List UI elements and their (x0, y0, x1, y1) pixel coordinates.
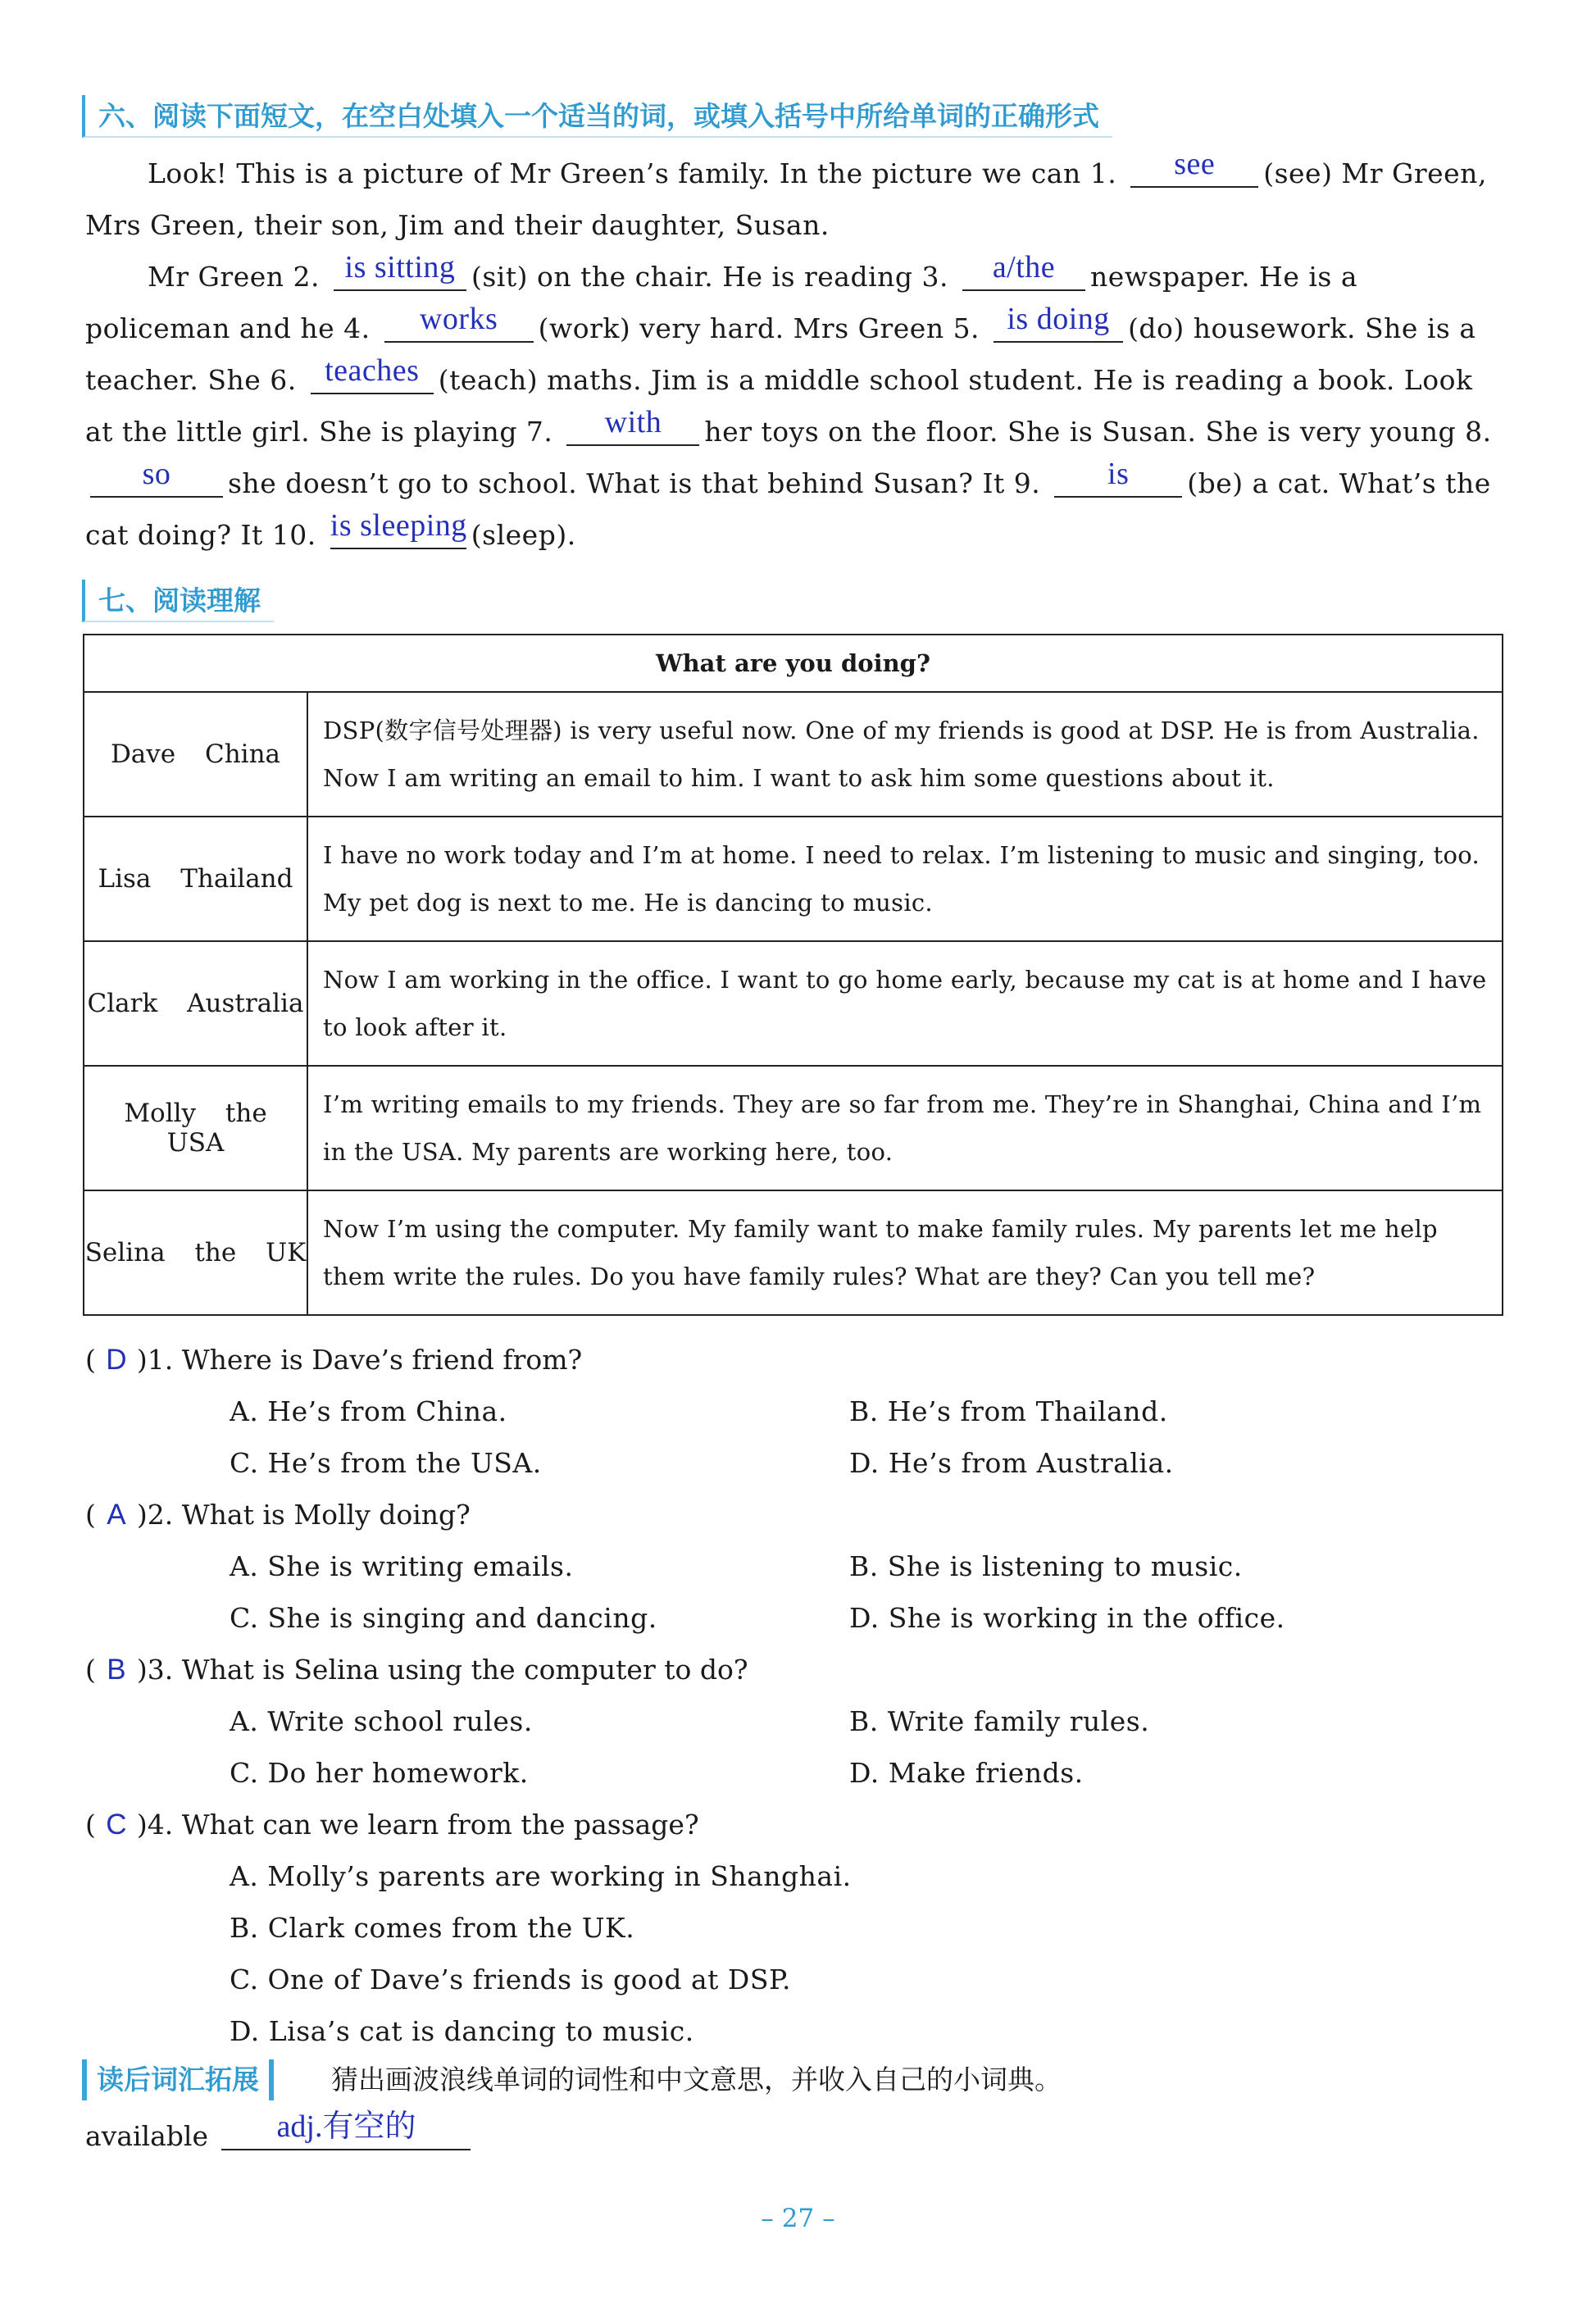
option-c[interactable]: C. He’s from the USA. (230, 1447, 542, 1479)
option-c[interactable]: C. One of Dave’s friends is good at DSP. (230, 1964, 791, 1995)
blank-3[interactable]: a/the (962, 253, 1085, 291)
person-cell: Molly the USA (84, 1066, 307, 1190)
vocab-extension-label: 读后词汇拓展 (82, 2059, 274, 2100)
option-b[interactable]: B. Write family rules. (849, 1705, 1150, 1737)
answer-choice-2[interactable]: A (107, 1499, 126, 1531)
cloze-paragraph-1: Look! This is a picture of Mr Green’s family. In the picture we can 1. see (see) Mr Green, Mrs Green, their son, Jim and their daughter, Susan. (85, 147, 1487, 241)
blank-10[interactable]: is sleeping (330, 512, 466, 549)
vocab-extension-instruction: 猜出画波浪线单词的词性和中文意思，并收入自己的小词典。 (331, 2064, 1062, 2096)
option-d[interactable]: D. He’s from Australia. (849, 1447, 1174, 1479)
question-stem: What is Molly doing? (181, 1499, 471, 1531)
option-d[interactable]: D. Make friends. (849, 1757, 1084, 1789)
text-cell: I’m writing emails to my friends. They are so far from me. They’re in Shanghai, China and I’m in the USA. My parents are working here, too. (307, 1066, 1503, 1190)
option-d[interactable]: D. She is working in the office. (849, 1602, 1285, 1634)
section-7-title: 七、阅读理解 (82, 580, 274, 622)
vocab-answer: adj.有空的 (276, 2109, 416, 2144)
question-stem: What is Selina using the computer to do? (181, 1654, 748, 1686)
option-a[interactable]: A. Molly’s parents are working in Shanghai. (230, 1860, 852, 1892)
reading-table (83, 634, 1503, 1316)
text-cell: Now I’m using the computer. My family want to make family rules. My parents let me help them write the rules. Do you have family rules? What are they? Can you tell me? (307, 1190, 1503, 1315)
question-1: ( D )1. Where is Dave’s friend from? (85, 1335, 582, 1386)
option-a[interactable]: A. He’s from China. (230, 1395, 507, 1427)
blank-1[interactable] (1130, 147, 1258, 188)
option-b[interactable]: B. He’s from Thailand. (849, 1395, 1168, 1427)
blank-2[interactable]: is sitting (334, 253, 466, 291)
question-4: ( C )4. What can we learn from the passage? (85, 1800, 699, 1850)
cloze-paragraph-2: Mr Green 2. is sitting (sit) on the chair. He is reading 3. a/the newspaper. He is a policeman and he 4. works (work) very hard. Mrs Green 5. is doing (do) housework. She is a teacher. She 6. teaches (teach) maths. Jim is a middle school student. He is reading a book. Look at the little girl. She is playing 7. with her toys on the floor. She is Susan. She is very young 8. so she doesn’t go to school. What is that behind Susan? It 9. is (be) a cat. What’s the cat doing? It 10. is sleeping (sleep). (85, 250, 1492, 551)
option-a[interactable]: A. Write school rules. (230, 1705, 533, 1737)
answer-choice-3[interactable]: B (107, 1654, 126, 1686)
person-cell: Clark Australia (84, 941, 307, 1066)
text-cell: Now I am working in the office. I want to go home early, because my cat is at home and I have to look after it. (307, 941, 1503, 1066)
person-cell: Selina the UK (84, 1190, 307, 1315)
question-3: ( B )3. What is Selina using the computer to do? (85, 1645, 748, 1695)
person-cell: Lisa Thailand (84, 817, 307, 941)
text-cell: DSP(数字信号处理器) is very useful now. One of my friends is good at DSP. He is from Australia. Now I am writing an email to him. I want to ask him some questions about it. (307, 692, 1503, 817)
option-d[interactable]: D. Lisa’s cat is dancing to music. (230, 2015, 694, 2047)
blank-9[interactable]: is (1054, 460, 1182, 498)
table-row (84, 817, 1503, 941)
question-2: ( A )2. What is Molly doing? (85, 1490, 471, 1540)
vocab-word: available (85, 2120, 208, 2152)
option-b[interactable]: B. Clark comes from the UK. (230, 1912, 635, 1944)
table-row (84, 941, 1503, 1066)
blank-8[interactable]: so (90, 460, 223, 498)
table-row (84, 1190, 1503, 1315)
vocab-blank[interactable] (221, 2109, 471, 2150)
section-6-title: 六、阅读下面短文，在空白处填入一个适当的词，或填入括号中所给单词的正确形式 (82, 95, 1112, 138)
question-stem: Where is Dave’s friend from? (181, 1344, 583, 1376)
table-row (84, 692, 1503, 817)
answer-choice-4[interactable]: C (106, 1809, 127, 1841)
answer-1: see (1174, 147, 1216, 181)
vocab-line (85, 2109, 475, 2161)
question-stem: What can we learn from the passage? (181, 1809, 699, 1841)
option-a[interactable]: A. She is writing emails. (230, 1550, 574, 1582)
table-row (84, 1066, 1503, 1190)
option-c[interactable]: C. Do her homework. (230, 1757, 529, 1789)
page-number: – 27 – (761, 2204, 835, 2233)
option-c[interactable]: C. She is singing and dancing. (230, 1602, 657, 1634)
blank-6[interactable]: teaches (311, 357, 434, 394)
person-cell: Dave China (84, 692, 307, 817)
table-heading: What are you doing? (84, 635, 1503, 692)
text-cell: I have no work today and I’m at home. I need to relax. I’m listening to music and singing, too. My pet dog is next to me. He is dancing to music. (307, 817, 1503, 941)
answer-choice-1[interactable]: D (106, 1344, 127, 1376)
blank-5[interactable]: is doing (994, 305, 1123, 343)
option-b[interactable]: B. She is listening to music. (849, 1550, 1243, 1582)
blank-7[interactable]: with (566, 408, 699, 446)
blank-4[interactable]: works (384, 305, 534, 343)
